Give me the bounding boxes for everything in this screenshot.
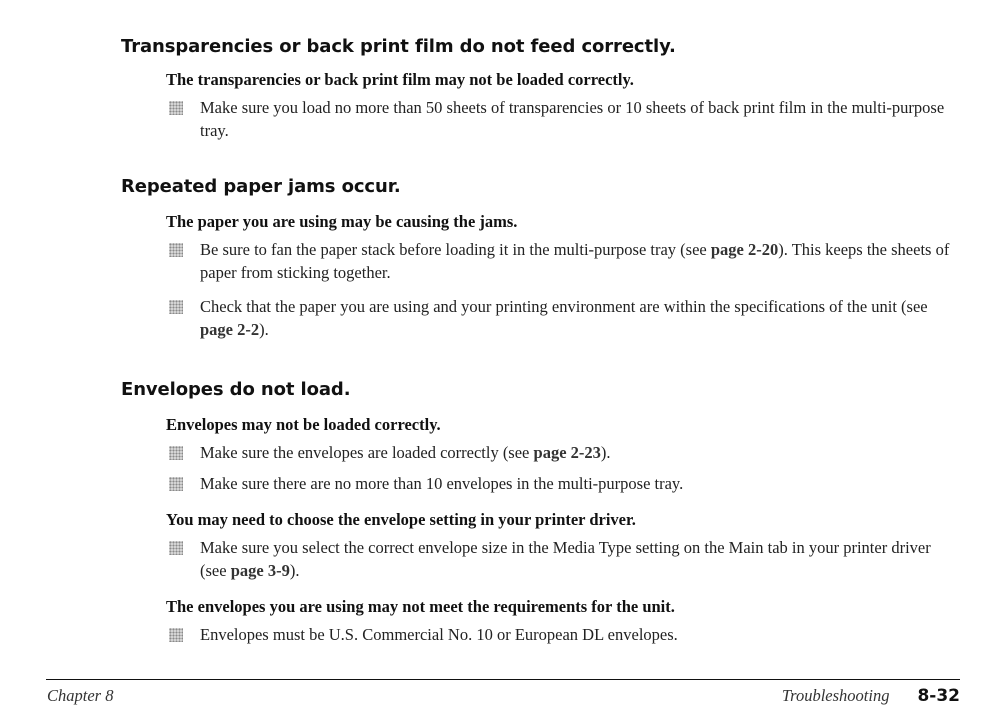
bullet-text: Make sure you load no more than 50 sheets of transparencies or 10 sheets of back print film in the multi-purpose tray. [200, 98, 945, 140]
page-reference-link[interactable]: page 2-2 [200, 320, 260, 339]
cause-heading: You may need to choose the envelope setting in your printer driver. [166, 510, 636, 529]
bullet-marker-icon [169, 628, 183, 642]
section-heading: Repeated paper jams occur. [121, 176, 401, 197]
bullet-marker-icon [169, 101, 183, 115]
cause-heading: The envelopes you are using may not meet the requirements for the unit. [166, 597, 675, 616]
bullet-text-before: Check that the paper you are using and your printing environment are within the specifications of the unit (see [200, 297, 928, 316]
cause-heading: The transparencies or back print film may not be loaded correctly. [166, 70, 634, 89]
page-number: 8-32 [917, 686, 960, 706]
bullet-text-before: Make sure you select the correct envelope size in the Media Type setting on the Main tab in your printer driver (see [200, 538, 931, 580]
bullet-text-after: ). [259, 320, 269, 339]
footer-divider [46, 679, 960, 680]
bullet-item [200, 536, 960, 582]
bullet-item [200, 472, 960, 495]
bullet-text: Make sure there are no more than 10 envelopes in the multi-purpose tray. [200, 474, 684, 493]
cause-heading: The paper you are using may be causing the jams. [166, 212, 518, 231]
bullet-text-before: Be sure to fan the paper stack before loading it in the multi-purpose tray (see [200, 240, 711, 259]
bullet-marker-icon [169, 300, 183, 314]
bullet-marker-icon [169, 477, 183, 491]
section-envelopes [121, 379, 961, 646]
cause-heading: Envelopes may not be loaded correctly. [166, 415, 441, 434]
page-reference-link[interactable]: page 2-23 [533, 443, 601, 462]
bullet-item [200, 623, 960, 646]
bullet-text-after: ). [289, 561, 300, 580]
section-paper-jams [121, 176, 961, 341]
section-heading: Envelopes do not load. [121, 379, 351, 400]
footer-section-title: Troubleshooting [781, 686, 890, 705]
footer-right [782, 686, 960, 706]
footer-chapter: Chapter 8 [47, 686, 114, 705]
bullet-text: Envelopes must be U.S. Commercial No. 10 or European DL envelopes. [200, 625, 678, 644]
bullet-text-after: ). [600, 443, 611, 462]
bullet-item [200, 441, 960, 464]
page-reference-link[interactable]: page 2-20 [710, 240, 779, 259]
bullet-marker-icon [169, 243, 183, 257]
bullet-item [200, 96, 960, 142]
bullet-marker-icon [169, 446, 183, 460]
section-transparencies [121, 36, 961, 142]
section-heading: Transparencies or back print film do not feed correctly. [121, 36, 676, 57]
bullet-item [200, 295, 960, 341]
page-reference-link[interactable]: page 3-9 [230, 561, 290, 580]
bullet-text-before: Make sure the envelopes are loaded correctly (see [200, 443, 534, 462]
bullet-item [200, 238, 960, 284]
bullet-marker-icon [169, 541, 183, 555]
bullet-text-after: ). This keeps the sheets of paper from sticking together. [200, 240, 950, 282]
